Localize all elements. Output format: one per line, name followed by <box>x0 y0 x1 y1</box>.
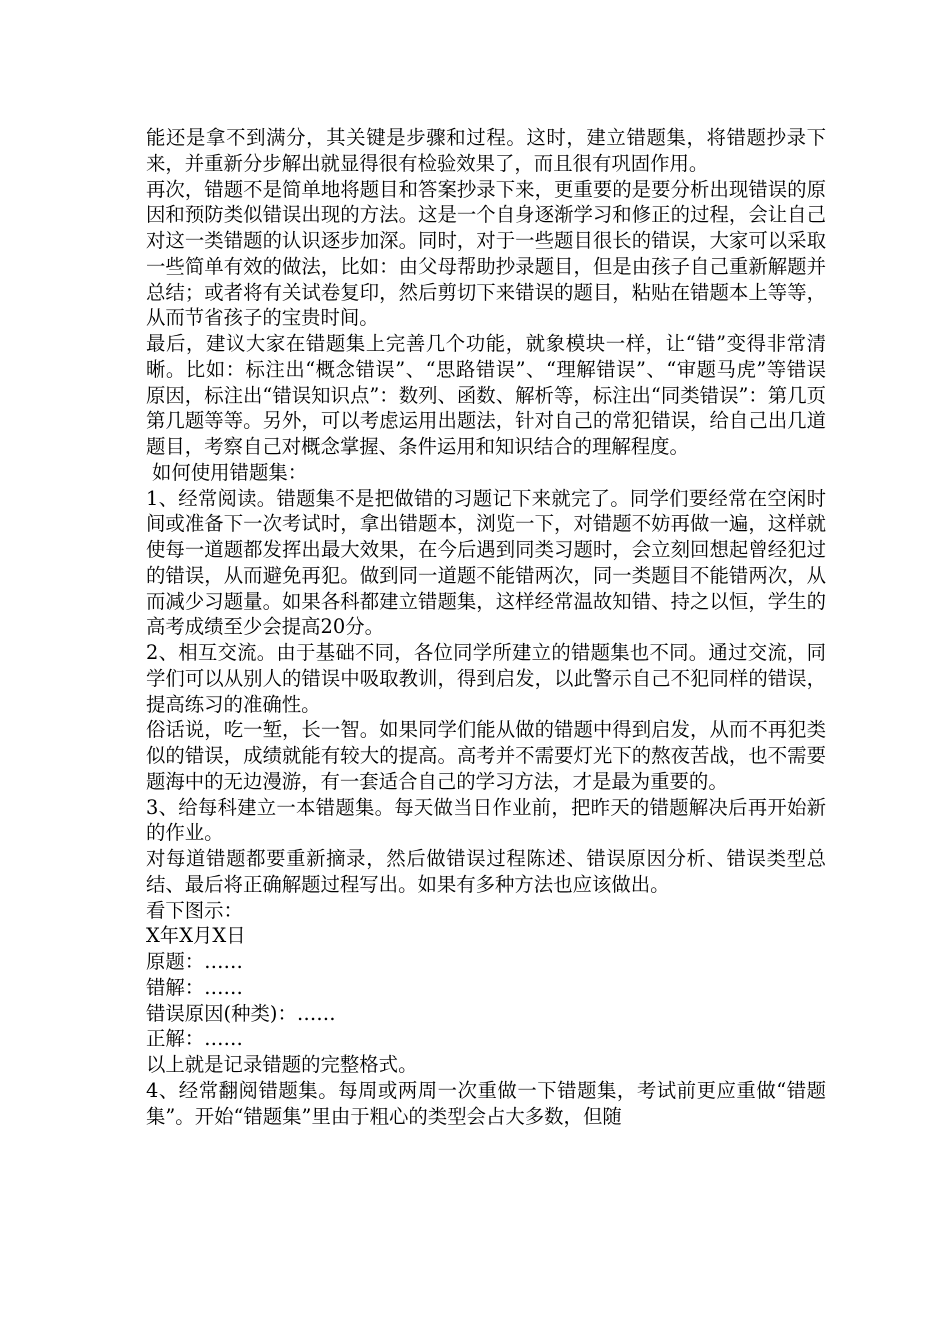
document-page <box>146 125 826 1129</box>
list-item-2: 2、相互交流。由于基础不同，各位同学所建立的错题集也不同。通过交流，同学们可以从别人的错误中吸取教训，得到启发，以此警示自己不犯同样的错误，提高练习的准确性。 <box>146 641 826 716</box>
section-heading: 如何使用错题集： <box>152 460 308 484</box>
paragraph-3: 最后，建议大家在错题集上完善几个功能，就象模块一样，让“错”变得非常清晰。比如：标注出“概念错误”、“思路错误”、“理解错误”、“审题马虎”等错误原因，标注出“错误知识点”：数列、函数、解析等，标注出“同类错误”：第几页第几题等等。另外，可以考虑运用出题法，针对自己的常犯错误，给自己出几道题目，考察自己对概念掌握、条件运用和知识结合的理解程度。 <box>146 332 826 458</box>
paragraph-2: 再次，错题不是简单地将题目和答案抄录下来，更重要的是要分析出现错误的原因和预防类似错误出现的方法。这是一个自身逐渐学习和修正的过程，会让自己对这一类错题的认识逐步加深。同时，对于一些题目很长的错误，大家可以采取一些简单有效的做法，比如：由父母帮助抄录题目，但是由孩子自己重新解题并总结；或者将有关试卷复印，然后剪切下来错误的题目，粘贴在错题本上等等，从而节省孩子的宝贵时间。 <box>146 177 826 330</box>
paragraph-method: 对每道错题都要重新摘录，然后做错误过程陈述、错误原因分析、错误类型总结、最后将正确解题过程写出。如果有多种方法也应该做出。 <box>146 847 826 896</box>
template-summary: 以上就是记录错题的完整格式。 <box>146 1053 418 1076</box>
template-intro: 看下图示： <box>146 898 243 922</box>
list-item-3: 3、给每科建立一本错题集。每天做当日作业前，把昨天的错题解决后再开始新的作业。 <box>146 795 826 845</box>
template-wrong: 错解：…… <box>146 975 243 999</box>
template-reason: 错误原因(种类)：…… <box>146 1001 336 1025</box>
paragraph-1: 能还是拿不到满分，其关键是步骤和过程。这时，建立错题集，将错题抄录下来，并重新分步解出就显得很有检验效果了，而且很有巩固作用。 <box>146 126 826 175</box>
paragraph-proverb: 俗话说，吃一堑，长一智。如果同学们能从做的错题中得到启发，从而不再犯类似的错误，成绩就能有较大的提高。高考并不需要灯光下的熬夜苦战，也不需要题海中的无边漫游，有一套适合自己的学习方法，才是最为重要的。 <box>146 718 826 793</box>
template-correct: 正解：…… <box>146 1027 243 1051</box>
template-date: X年X月X日 <box>146 924 246 948</box>
list-item-1: 1、经常阅读。错题集不是把做错的习题记下来就完了。同学们要经常在空闲时间或准备下一次考试时，拿出错题本，浏览一下，对错题不妨再做一遍，这样就使每一道题都发挥出最大效果，在今后遇到同类习题时，会立刻回想起曾经犯过的错误，从而避免再犯。做到同一道题不能错两次，同一类题目不能错两次，从而减少习题量。如果各科都建立错题集，这样经常温故知错、持之以恒，学生的高考成绩至少会提高20分。 <box>146 486 826 639</box>
template-original: 原题：…… <box>146 950 243 973</box>
list-item-4: 4、经常翻阅错题集。每周或两周一次重做一下错题集，考试前更应重做“错题集”。开始“错题集”里由于粗心的类型会占大多数，但随 <box>146 1078 826 1128</box>
